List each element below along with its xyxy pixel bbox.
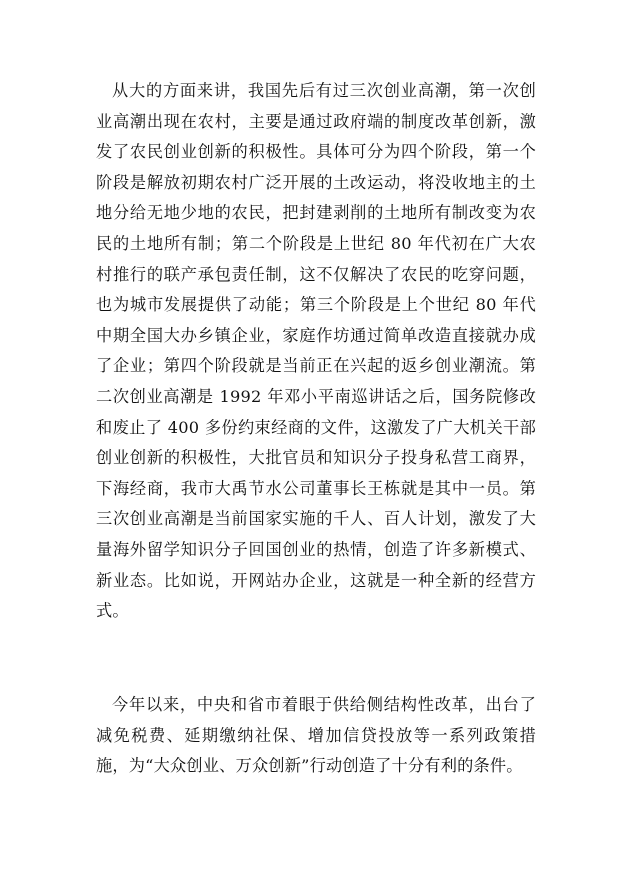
paragraph-entrepreneurship-waves: 从大的方面来讲，我国先后有过三次创业高潮，第一次创业高潮出现在农村，主要是通过政府端的制度改革创新，激发了农民创业创新的积极性。具体可分为四个阶段，第一个阶段是解放初期农村广泛开展的土改运动，将没收地主的土地分给无地少地的农民，把封建剥削的土地所有制改变为农民的土地所有制；第二个阶段是上世纪 80 年代初在广大农村推行的联产承包责任制，这不仅解决了农民的吃穿问题，也为城市发展提供了动能；第三个阶段是上个世纪 80 年代中期全国大办乡镇企业，家庭作坊通过简单改造直接就办成了企业；第四个阶段就是当前正在兴起的返乡创业潮流。第二次创业高潮是 1992 年邓小平南巡讲话之后，国务院修改和废止了 400 多份约束经商的文件，这激发了广大机关干部创业创新的积极性，大批官员和知识分子投身私营工商界，下海经商，我市大禹节水公司董事长王栋就是其中一员。第三次创业高潮是当前国家实施的千人、百人计划，激发了大量海外留学知识分子回国创业的热情，创造了许多新模式、新业态。比如说，开网站办企业，这就是一种全新的经营方式。 [96, 81, 536, 621]
paragraph-policy-measures: 今年以来，中央和省市着眼于供给侧结构性改革，出台了减免税费、延期缴纳社保、增加信贷投放等一系列政策措施，为“大众创业、万众创新”行动创造了十分有利的条件。 [96, 695, 536, 776]
